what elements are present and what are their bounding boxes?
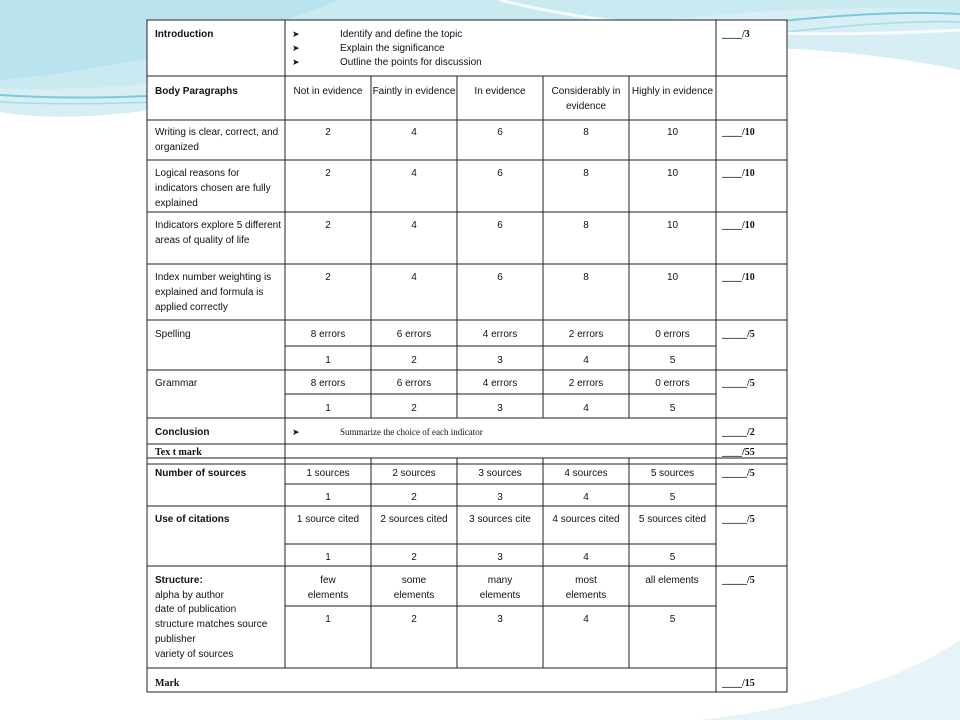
criterion-score: ____/10 (722, 127, 755, 138)
introduction-bullet: Explain the significance (340, 43, 445, 54)
spelling-errors: 6 errors (396, 329, 432, 340)
grammar-points: 5 (669, 403, 676, 414)
structure-points: 5 (669, 614, 676, 625)
grammar-label: Grammar (155, 378, 198, 389)
citations-points: 2 (411, 552, 417, 563)
grammar-points: 1 (325, 403, 331, 414)
criterion-value: 6 (497, 220, 503, 231)
spelling-points: 3 (497, 355, 503, 366)
spelling-points: 2 (411, 355, 417, 366)
conclusion-score: _____/2 (722, 427, 755, 438)
criterion-value: 4 (411, 127, 417, 138)
structure-item: publisher (155, 634, 196, 645)
spelling-score: _____/5 (722, 329, 755, 340)
structure-option: many elements (479, 575, 521, 601)
criterion-label: Writing is clear, correct, and organized (155, 127, 279, 153)
structure-item: structure matches source (155, 619, 268, 630)
text-mark-label: Tex t mark (155, 447, 202, 458)
structure-item: variety of sources (155, 649, 234, 660)
grammar-points: 4 (583, 403, 589, 414)
grammar-errors: 0 errors (655, 378, 690, 389)
criterion-value: 8 (583, 168, 589, 179)
structure-item: alpha by author (155, 590, 224, 601)
sources-score: _____/5 (722, 468, 755, 479)
structure-option: all elements (645, 575, 699, 586)
spelling-points: 5 (669, 355, 676, 366)
introduction-bullet: Outline the points for discussion (340, 57, 482, 68)
sources-option: 2 sources (392, 468, 436, 479)
grammar-points: 3 (497, 403, 503, 414)
arrow-bullet-icon: ➤ (292, 29, 300, 39)
sources-points: 3 (497, 492, 503, 503)
conclusion-label: Conclusion (155, 427, 210, 438)
grammar-points: 2 (411, 403, 417, 414)
level-header: Considerably in evidence (551, 86, 621, 112)
structure-points: 3 (497, 614, 503, 625)
grammar-errors: 2 errors (568, 378, 604, 389)
arrow-bullet-icon: ➤ (292, 57, 300, 67)
sources-points: 5 (669, 492, 676, 503)
arrow-bullet-icon: ➤ (292, 427, 300, 437)
criterion-value: 2 (325, 272, 331, 283)
criterion-value: 10 (666, 127, 679, 138)
arrow-bullet-icon: ➤ (292, 43, 300, 53)
citations-points: 1 (325, 552, 331, 563)
sources-points: 4 (583, 492, 589, 503)
criterion-value: 10 (666, 272, 679, 283)
citations-option: 5 sources cited (638, 514, 707, 525)
criterion-score: ____/10 (722, 272, 755, 283)
grammar-errors: 6 errors (396, 378, 432, 389)
conclusion-bullet: Summarize the choice of each indicator (340, 427, 483, 437)
sources-points: 1 (325, 492, 331, 503)
citations-score: _____/5 (722, 514, 755, 525)
text-mark-score: ____/55 (722, 447, 755, 458)
citations-option: 3 sources cite (469, 514, 531, 525)
spelling-points: 4 (583, 355, 589, 366)
grammar-score: _____/5 (722, 378, 755, 389)
criterion-value: 2 (325, 220, 331, 231)
sources-option: 1 sources (306, 468, 350, 479)
spelling-label: Spelling (155, 329, 191, 340)
level-header: Not in evidence (293, 86, 363, 97)
spelling-errors: 2 errors (568, 329, 604, 340)
criterion-score: ____/10 (722, 220, 755, 231)
structure-points: 1 (325, 614, 331, 625)
criterion-value: 10 (666, 168, 679, 179)
introduction-label: Introduction (155, 29, 214, 40)
grammar-errors: 8 errors (310, 378, 346, 389)
criterion-value: 6 (497, 168, 503, 179)
criterion-value: 2 (325, 127, 331, 138)
sources-option: 3 sources (478, 468, 522, 479)
criterion-label: Index number weighting is explained and formula is applied correctly (155, 272, 272, 313)
criterion-score: ____/10 (722, 168, 755, 179)
level-header: In evidence (474, 86, 526, 97)
level-header: Highly in evidence (631, 86, 714, 97)
level-header: Faintly in evidence (372, 86, 456, 97)
grammar-errors: 4 errors (482, 378, 518, 389)
mark-label: Mark (155, 678, 180, 689)
structure-points: 4 (583, 614, 589, 625)
criterion-value: 8 (583, 220, 589, 231)
criterion-value: 2 (325, 168, 331, 179)
criterion-value: 4 (411, 168, 417, 179)
sources-option: 5 sources (650, 468, 695, 479)
structure-option: some elements (393, 575, 435, 601)
citations-option: 1 source cited (296, 514, 360, 525)
criterion-value: 4 (411, 220, 417, 231)
citations-points: 5 (669, 552, 676, 563)
criterion-value: 10 (666, 220, 679, 231)
citations-points: 4 (583, 552, 589, 563)
structure-item: date of publication (155, 604, 237, 615)
structure-score: _____/5 (722, 575, 755, 586)
citations-label: Use of citations (155, 514, 230, 525)
structure-label: Structure: (155, 575, 203, 586)
citations-option: 2 sources cited (380, 514, 448, 525)
sources-points: 2 (411, 492, 417, 503)
criterion-label: Indicators explore 5 different areas of quality of life (155, 220, 282, 246)
structure-points: 2 (411, 614, 417, 625)
sources-option: 4 sources (564, 468, 608, 479)
spelling-points: 1 (325, 355, 331, 366)
body-paragraphs-label: Body Paragraphs (155, 86, 238, 97)
structure-option: few elements (307, 575, 349, 601)
citations-points: 3 (497, 552, 503, 563)
criterion-value: 6 (497, 127, 503, 138)
criterion-value: 8 (583, 272, 589, 283)
mark-score: ____/15 (722, 678, 755, 689)
criterion-label: Logical reasons for indicators chosen are fully explained (155, 168, 271, 209)
criterion-value: 6 (497, 272, 503, 283)
criterion-value: 8 (583, 127, 589, 138)
spelling-errors: 8 errors (310, 329, 346, 340)
structure-option: most elements (565, 575, 607, 601)
spelling-errors: 0 errors (655, 329, 690, 340)
introduction-score: ____/3 (722, 29, 750, 40)
citations-option: 4 sources cited (552, 514, 620, 525)
introduction-bullet: Identify and define the topic (340, 29, 463, 40)
spelling-errors: 4 errors (482, 329, 518, 340)
criterion-value: 4 (411, 272, 417, 283)
sources-label: Number of sources (155, 468, 247, 479)
